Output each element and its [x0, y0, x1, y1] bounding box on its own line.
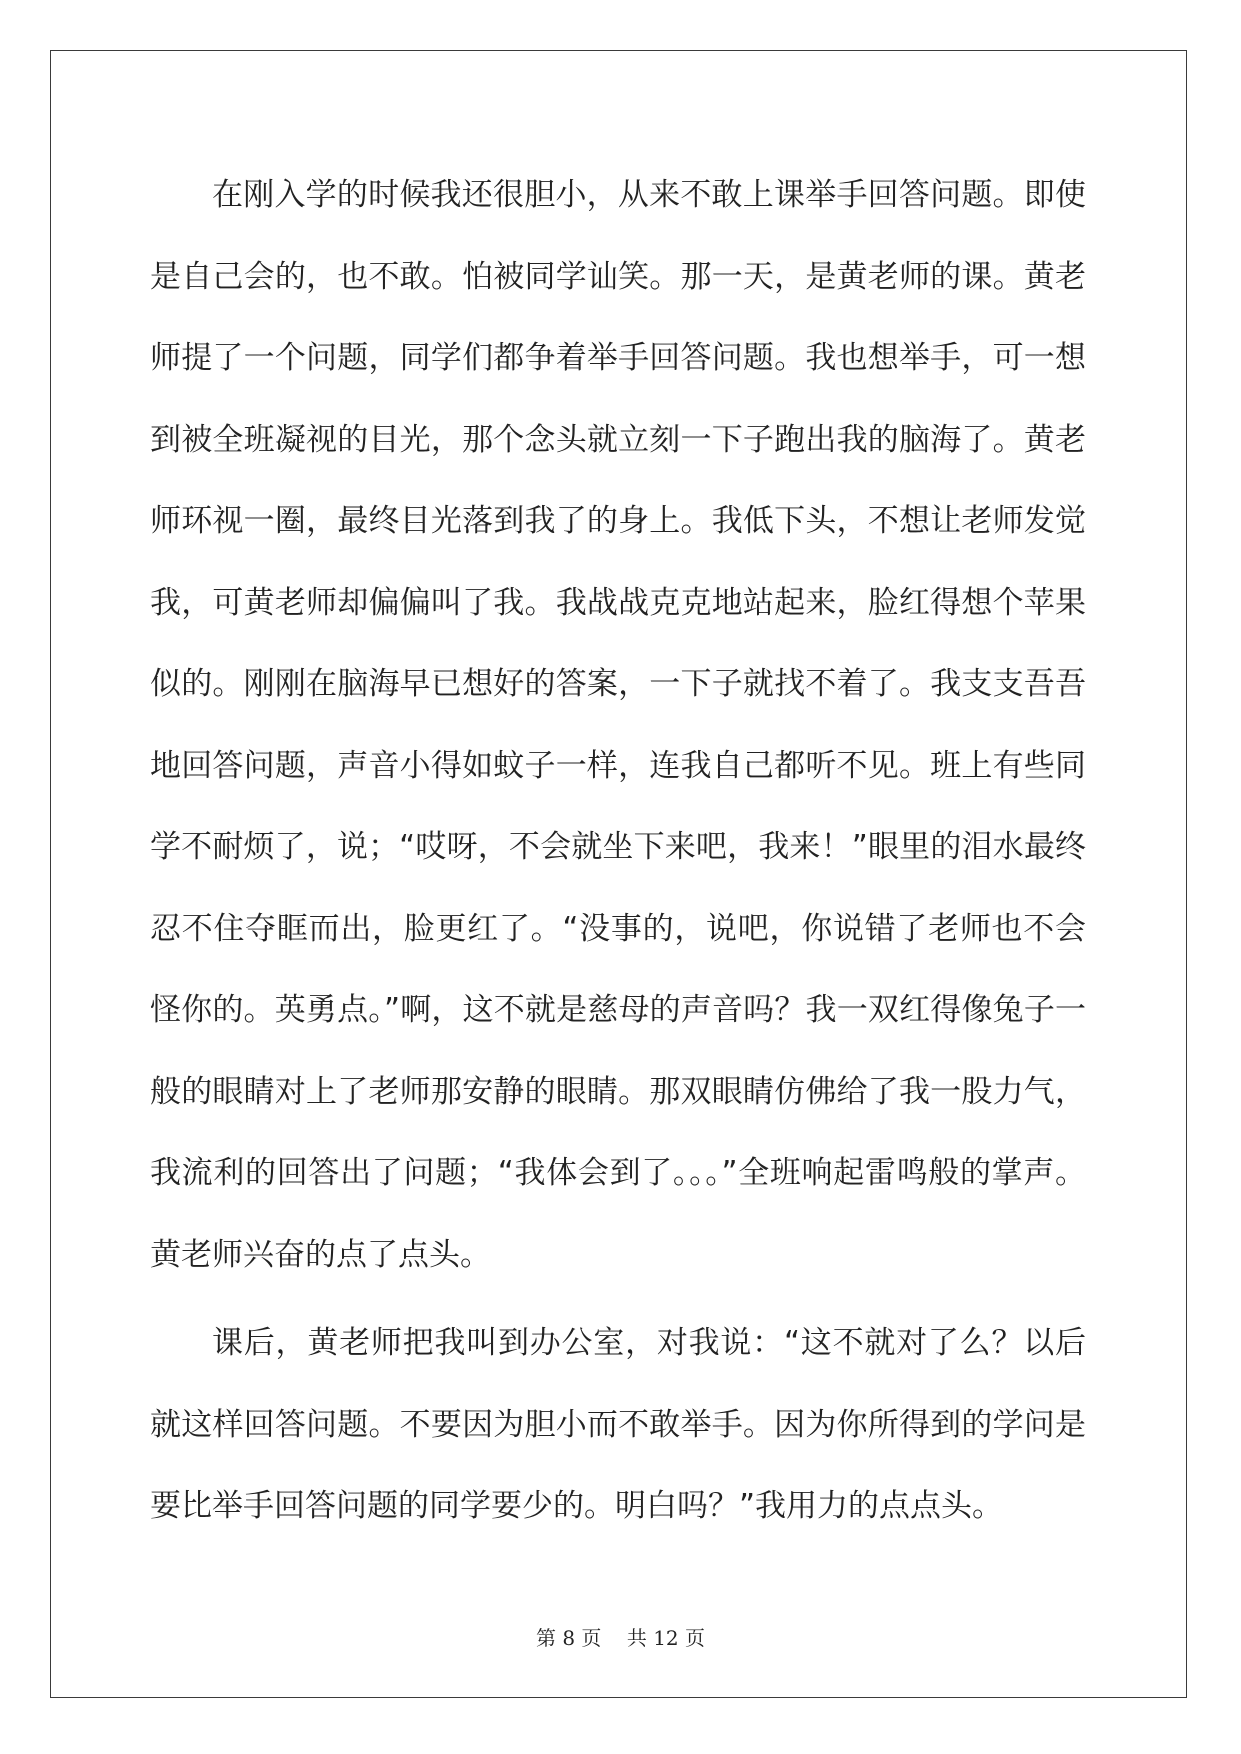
- paragraph-2: 课后，黄老师把我叫到办公室，对我说：“这不就对了么？以后就这样回答问题。不要因为胆小而不敢举手。因为你所得到的学问是要比举手回答问题的同学要少的。明白吗？”我用力的点点头。: [150, 1325, 1086, 1524]
- document-body: [150, 155, 1086, 1548]
- page-number: 第 8 页 共 12 页: [535, 1626, 706, 1650]
- paragraph-1: 在刚入学的时候我还很胆小，从来不敢上课举手回答问题。即使是自己会的，也不敢。怕被同学讪笑。那一天，是黄老师的课。黄老师提了一个问题，同学们都争着举手回答问题。我也想举手，可一想到被全班凝视的目光，那个念头就立刻一下子跑出我的脑海了。黄老师环视一圈，最终目光落到我了的身上。我低下头，不想让老师发觉我，可黄老师却偏偏叫了我。我战战克克地站起来，脸红得想个苹果似的。刚刚在脑海早已想好的答案，一下子就找不着了。我支支吾吾地回答问题，声音小得如蚊子一样，连我自己都听不见。班上有些同学不耐烦了，说；“哎呀，不会就坐下来吧，我来！”眼里的泪水最终忍不住夺眶而出，脸更红了。“没事的，说吧，你说错了老师也不会怪你的。英勇点。”啊，这不就是慈母的声音吗？我一双红得像兔子一般的眼睛对上了老师那安静的眼睛。那双眼睛仿佛给了我一股力气，我流利的回答出了问题；“我体会到了。。。”全班响起雷鸣般的掌声。黄老师兴奋的点了点头。: [150, 177, 1086, 1273]
